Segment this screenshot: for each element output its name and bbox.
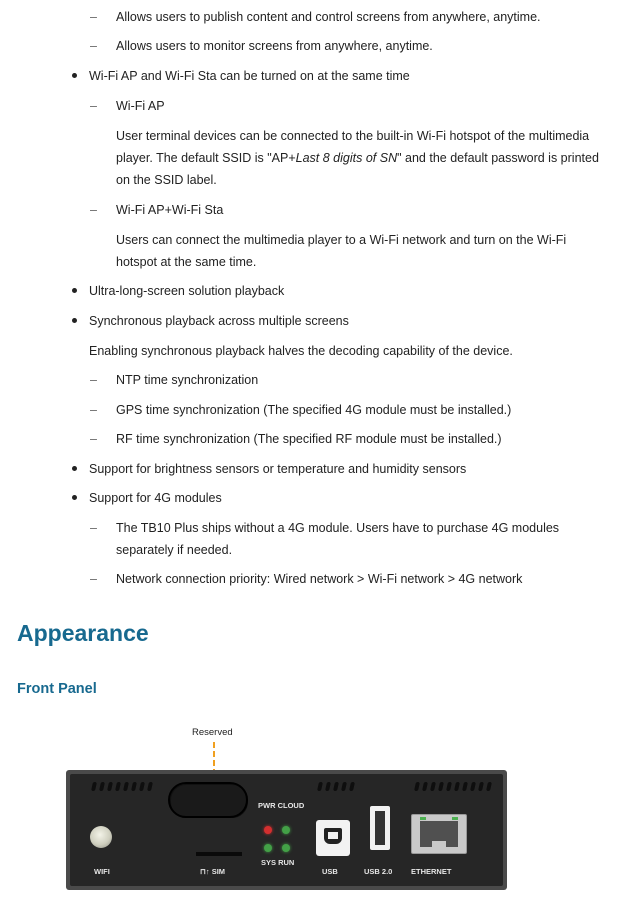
dash-marker: –: [90, 39, 97, 53]
sim-label: ⊓↑ SIM: [200, 867, 226, 876]
dash-marker: –: [90, 10, 97, 24]
dash-marker: –: [90, 203, 97, 217]
bullet-marker: [72, 73, 77, 78]
ethernet-act-led: [452, 817, 458, 820]
vent-slot: [414, 782, 420, 791]
ethernet-port: [411, 814, 467, 854]
list-item: Allows users to publish content and control screens from anywhere, anytime.: [116, 10, 541, 24]
run-led: [282, 844, 290, 852]
list-item: separately if needed.: [116, 543, 233, 557]
cloud-led: [282, 826, 290, 834]
vent-slot: [446, 782, 452, 791]
vent-slot: [486, 782, 492, 791]
vent-slot: [462, 782, 468, 791]
vent-slot: [470, 782, 476, 791]
list-item: Support for 4G modules: [89, 491, 222, 505]
subsection-title: Front Panel: [17, 681, 97, 697]
vent-slot: [99, 782, 105, 791]
dash-marker: –: [90, 373, 97, 387]
vent-slot: [91, 782, 97, 791]
ethernet-link-led: [420, 817, 426, 820]
list-item: The TB10 Plus ships without a 4G module. Users have to purchase 4G modules: [116, 521, 560, 535]
vent-slot: [422, 782, 428, 791]
usb-2-port: [370, 806, 390, 850]
vent-slot: [317, 782, 323, 791]
sim-slot: [196, 852, 242, 856]
usb-label: USB: [322, 867, 338, 876]
list-item: Wi-Fi AP+Wi-Fi Sta: [116, 203, 224, 217]
list-item: Network connection priority: Wired network > Wi-Fi network > 4G network: [116, 572, 523, 586]
vent-slot: [147, 782, 153, 791]
dash-marker: –: [90, 403, 97, 417]
vent-slot: [430, 782, 436, 791]
vent-slot: [139, 782, 145, 791]
dash-marker: –: [90, 432, 97, 446]
reserved-callout-label: Reserved: [192, 727, 233, 738]
list-item: Wi-Fi AP: [116, 99, 165, 113]
sys-led: [264, 844, 272, 852]
ethernet-socket: [420, 821, 458, 847]
dash-marker: –: [90, 521, 97, 535]
sim-card-icon: ⊓↑: [200, 867, 212, 876]
usb-b-pin: [328, 832, 338, 839]
vent-slot: [325, 782, 331, 791]
wifi-label: WIFI: [94, 867, 110, 876]
vent-slot: [478, 782, 484, 791]
list-item: RF time synchronization (The specified RF module must be installed.): [116, 432, 502, 446]
vent-slot: [341, 782, 347, 791]
list-item: Allows users to monitor screens from anywhere, anytime.: [116, 39, 433, 53]
list-item: GPS time synchronization (The specified 4G module must be installed.): [116, 403, 512, 417]
vent-slot: [115, 782, 121, 791]
wifi-antenna-connector: [90, 826, 112, 848]
dash-marker: –: [90, 99, 97, 113]
section-title: Appearance: [17, 620, 149, 646]
dash-marker: –: [90, 572, 97, 586]
vent-slot: [454, 782, 460, 791]
pwr-cloud-label: PWR CLOUD: [258, 801, 305, 810]
vent-slot: [349, 782, 355, 791]
usb-2-label: USB 2.0: [364, 867, 393, 876]
device-front-panel: [70, 774, 503, 886]
list-item: Ultra-long-screen solution playback: [89, 284, 285, 298]
vent-slot: [123, 782, 129, 791]
sys-run-label: SYS RUN: [261, 858, 295, 867]
list-item: Synchronous playback across multiple screens: [89, 314, 349, 328]
paragraph-line: on the SSID label.: [116, 173, 217, 187]
vent-slot: [131, 782, 137, 791]
paragraph-line: Users can connect the multimedia player to a Wi-Fi network and turn on the Wi-Fi: [116, 233, 567, 247]
paragraph-line: hotspot at the same time.: [116, 255, 257, 269]
pwr-led: [264, 826, 272, 834]
usb-2-socket: [375, 811, 385, 845]
bullet-marker: [72, 318, 77, 323]
ethernet-label: ETHERNET: [411, 867, 452, 876]
list-item: Wi-Fi AP and Wi-Fi Sta can be turned on at the same time: [89, 69, 410, 83]
vent-slot: [333, 782, 339, 791]
usb-b-port: [316, 820, 350, 856]
vent-slot: [438, 782, 444, 791]
list-item: NTP time synchronization: [116, 373, 259, 387]
paragraph-line: player. The default SSID is "AP+Last 8 digits of SN" and the default password is printed: [116, 151, 599, 165]
note-text: Enabling synchronous playback halves the decoding capability of the device.: [89, 344, 513, 358]
bullet-marker: [72, 495, 77, 500]
list-item: Support for brightness sensors or temperature and humidity sensors: [89, 462, 467, 476]
reserved-slot-outline: [168, 782, 248, 818]
bullet-marker: [72, 288, 77, 293]
vent-slot: [107, 782, 113, 791]
bullet-marker: [72, 466, 77, 471]
paragraph-line: User terminal devices can be connected to the built-in Wi-Fi hotspot of the multimedia: [116, 129, 590, 143]
